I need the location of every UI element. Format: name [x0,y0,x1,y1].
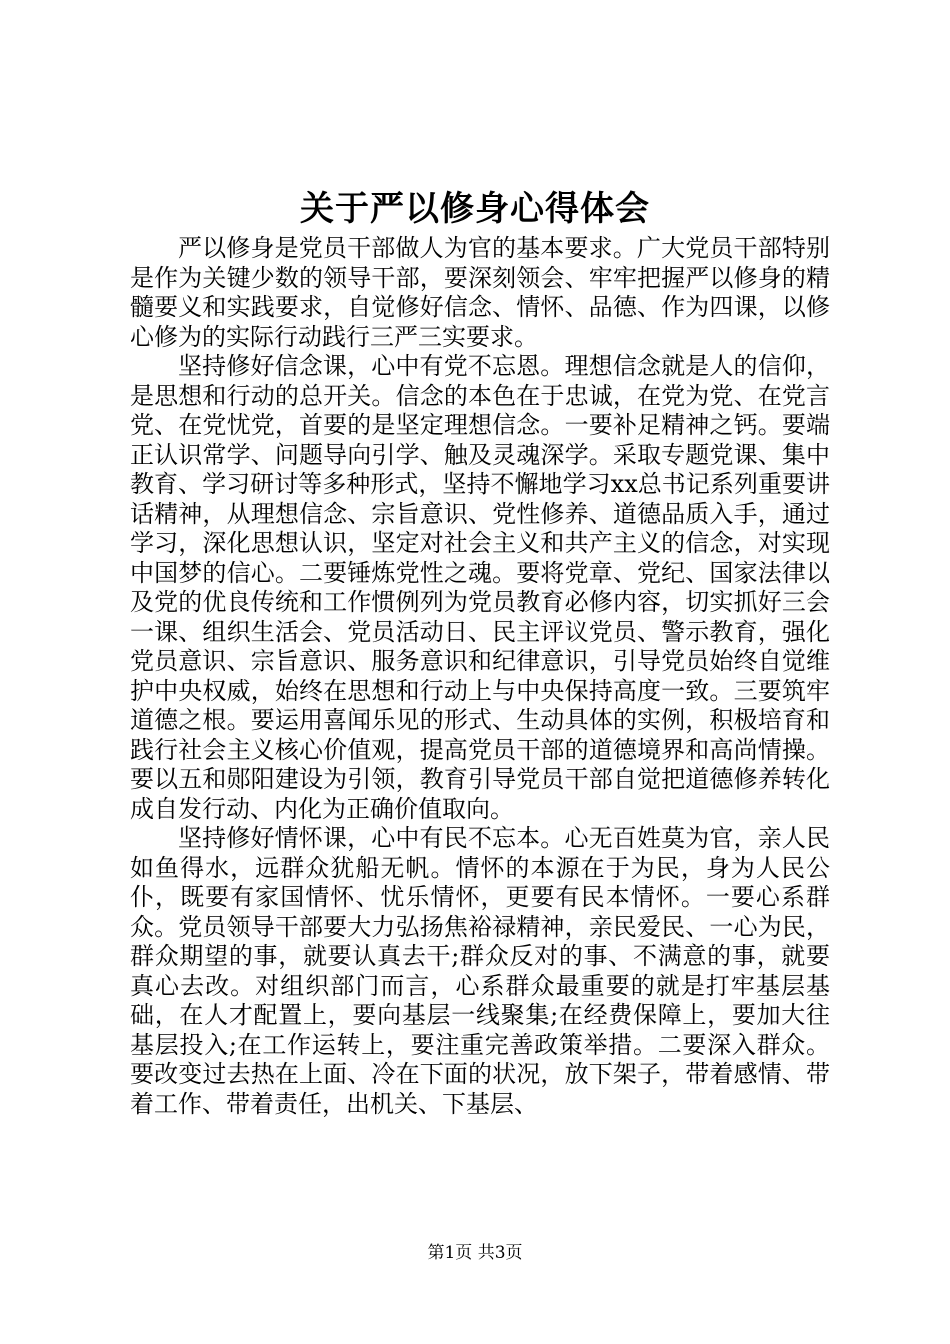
document-body [130,234,830,1119]
document-title: 关于严以修身心得体会 [300,189,650,229]
paragraph-intro: 严以修身是党员干部做人为官的基本要求。广大党员干部特别是作为关键少数的领导干部，要深刻领会、牢牢把握严以修身的精髓要义和实践要求，自觉修好信念、情怀、品德、作为四课，以修心修为的实际行动践行三严三实要求。 [130,234,830,351]
page-footer: 第1页 共3页 [427,1243,523,1263]
paragraph-belief: 坚持修好信念课，心中有党不忘恩。理想信念就是人的信仰，是思想和行动的总开关。信念的本色在于忠诚，在党为党、在党言党、在党忧党，首要的是坚定理想信念。一要补足精神之钙。要端正认识常学、问题导向引学、触及灵魂深学。采取专题党课、集中教育、学习研讨等多种形式，坚持不懈地学习xx总书记系列重要讲话精神，从理想信念、宗旨意识、党性修养、道德品质入手，通过学习，深化思想认识，坚定对社会主义和共产主义的信念，对实现中国梦的信心。二要锤炼党性之魂。要将党章、党纪、国家法律以及党的优良传统和工作惯例列为党员教育必修内容，切实抓好三会一课、组织生活会、党员活动日、民主评议党员、警示教育，强化党员意识、宗旨意识、服务意识和纪律意识，引导党员始终自觉维护中央权威，始终在思想和行动上与中央保持高度一致。三要筑牢道德之根。要运用喜闻乐见的形式、生动具体的实例，积极培育和践行社会主义核心价值观，提高党员干部的道德境界和高尚情操。要以五和郧阳建设为引领，教育引导党员干部自觉把道德修养转化成自发行动、内化为正确价值取向。 [130,352,830,823]
paragraph-sentiment: 坚持修好情怀课，心中有民不忘本。心无百姓莫为官，亲人民如鱼得水，远群众犹船无帆。情怀的本源在于为民，身为人民公仆，既要有家国情怀、忧乐情怀，更要有民本情怀。一要心系群众。党员领导干部要大力弘扬焦裕禄精神，亲民爱民、一心为民，群众期望的事，就要认真去干;群众反对的事、不满意的事，就要真心去改。对组织部门而言，心系群众最重要的就是打牢基层基础，在人才配置上，要向基层一线聚集;在经费保障上，要加大往基层投入;在工作运转上，要注重完善政策举措。二要深入群众。要改变过去热在上面、冷在下面的状况，放下架子，带着感情、带着工作、带着责任，出机关、下基层、 [130,824,830,1118]
